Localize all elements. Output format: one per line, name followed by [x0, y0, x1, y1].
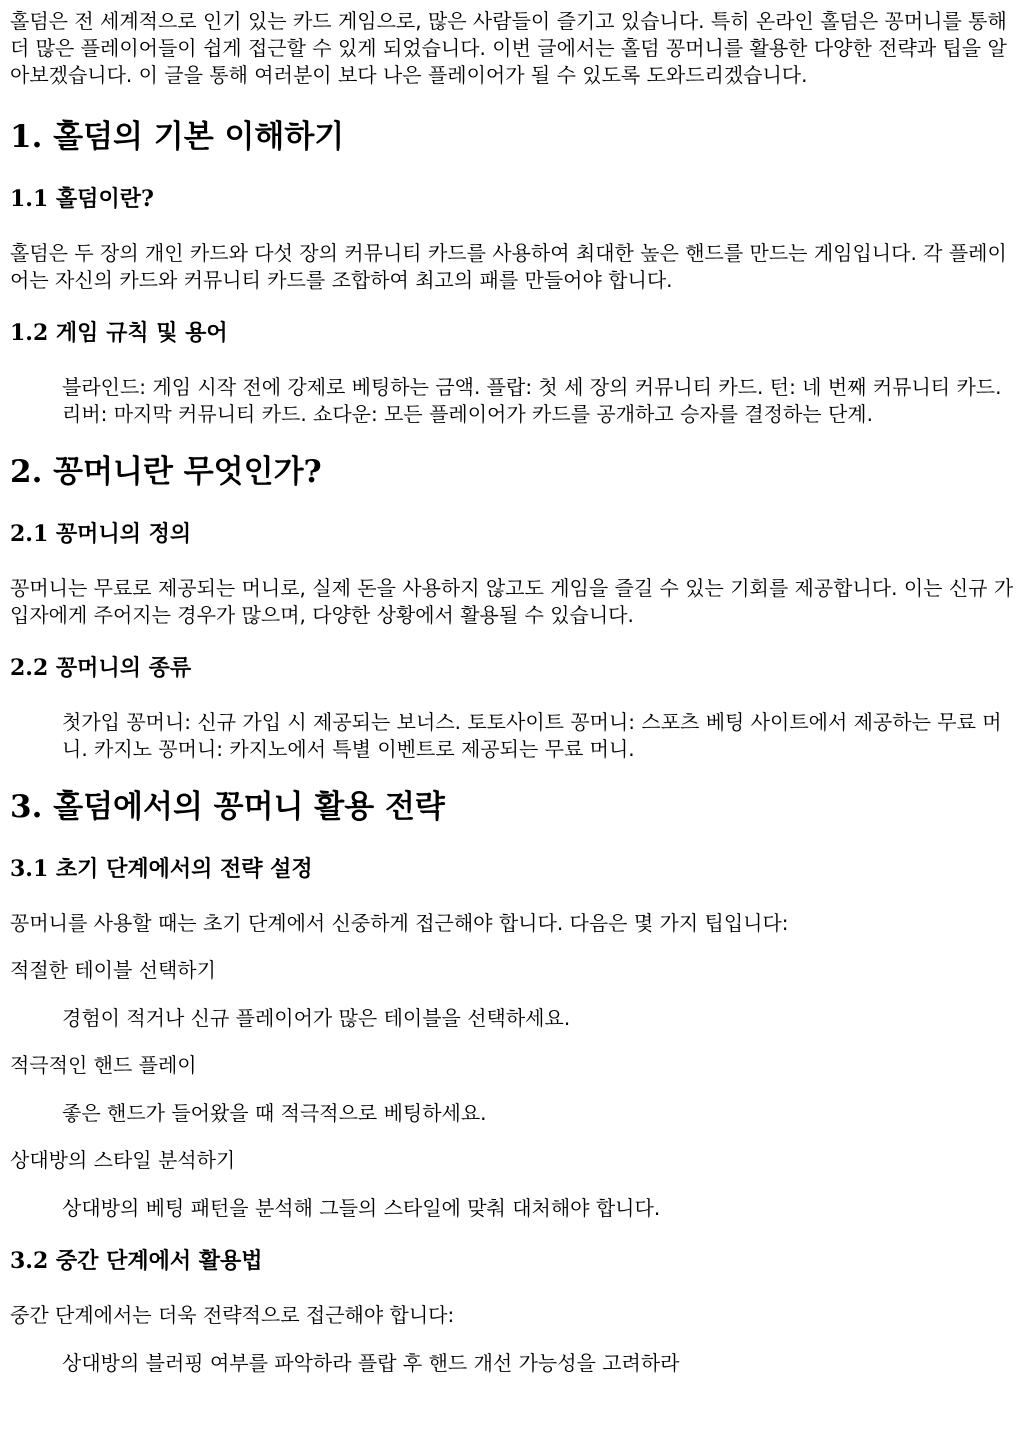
- section-2-1-heading: 2.1 꽁머니의 정의: [10, 521, 192, 547]
- tip-label: 상대방의 스타일 분석하기: [10, 1148, 236, 1172]
- tip-detail: 경험이 적거나 신규 플레이어가 많은 테이블을 선택하세요.: [62, 1006, 571, 1030]
- article: [0, 8, 1024, 1377]
- section-3-1-heading: 3.1 초기 단계에서의 전략 설정: [10, 856, 313, 882]
- section-3-2-body: 중간 단계에서는 더욱 전략적으로 접근해야 합니다:: [10, 1303, 455, 1327]
- section-2-heading: 2. 꽁머니란 무엇인가?: [10, 454, 322, 490]
- section-2-2-body: 첫가입 꽁머니: 신규 가입 시 제공되는 보너스. 토토사이트 꽁머니: 스포츠 베팅 사이트에서 제공하는 무료 머니. 카지노 꽁머니: 카지노에서 특별 이벤트로 제공되는 무료 머니.: [62, 710, 1002, 761]
- tip-label: 적극적인 핸드 플레이: [10, 1053, 197, 1077]
- section-1-1-heading: 1.1 홀덤이란?: [10, 186, 154, 212]
- tip-detail: 좋은 핸드가 들어왔을 때 적극적으로 베팅하세요.: [62, 1101, 487, 1125]
- section-3-1-body: 꽁머니를 사용할 때는 초기 단계에서 신중하게 접근해야 합니다. 다음은 몇 가지 팁입니다:: [10, 911, 789, 935]
- intro-paragraph: 홀덤은 전 세계적으로 인기 있는 카드 게임으로, 많은 사람들이 즐기고 있습니다. 특히 온라인 홀덤은 꽁머니를 통해 더 많은 플레이어들이 쉽게 접근할 수 있게 되었습니다. 이번 글에서는 홀덤 꽁머니를 활용한 다양한 전략과 팁을 알아보겠습니다. 이 글을 통해 여러분이 보다 나은 플레이어가 될 수 있도록 도와드리겠습니다.: [10, 9, 1007, 87]
- tip-detail: 상대방의 베팅 패턴을 분석해 그들의 스타일에 맞춰 대처해야 합니다.: [62, 1196, 661, 1220]
- section-2-1-body: 꽁머니는 무료로 제공되는 머니로, 실제 돈을 사용하지 않고도 게임을 즐길 수 있는 기회를 제공합니다. 이는 신규 가입자에게 주어지는 경우가 많으며, 다양한 상황에서 활용될 수 있습니다.: [10, 576, 1014, 627]
- section-3-2-heading: 3.2 중간 단계에서 활용법: [10, 1248, 263, 1274]
- section-3-2-detail: 상대방의 블러핑 여부를 파악하라 플랍 후 핸드 개선 가능성을 고려하라: [62, 1351, 680, 1375]
- section-1-heading: 1. 홀덤의 기본 이해하기: [10, 119, 345, 155]
- section-2-2-heading: 2.2 꽁머니의 종류: [10, 655, 192, 681]
- section-3-heading: 3. 홀덤에서의 꽁머니 활용 전략: [10, 789, 445, 825]
- section-1-1-body: 홀덤은 두 장의 개인 카드와 다섯 장의 커뮤니티 카드를 사용하여 최대한 높은 핸드를 만드는 게임입니다. 각 플레이어는 자신의 카드와 커뮤니티 카드를 조합하여 최고의 패를 만들어야 합니다.: [10, 241, 1007, 292]
- section-1-2-heading: 1.2 게임 규칙 및 용어: [10, 320, 228, 346]
- tip-label: 적절한 테이블 선택하기: [10, 958, 216, 982]
- section-1-2-body: 블라인드: 게임 시작 전에 강제로 베팅하는 금액. 플랍: 첫 세 장의 커뮤니티 카드. 턴: 네 번째 커뮤니티 카드. 리버: 마지막 커뮤니티 카드. 쇼다운: 모든 플레이어가 카드를 공개하고 승자를 결정하는 단계.: [62, 375, 1002, 426]
